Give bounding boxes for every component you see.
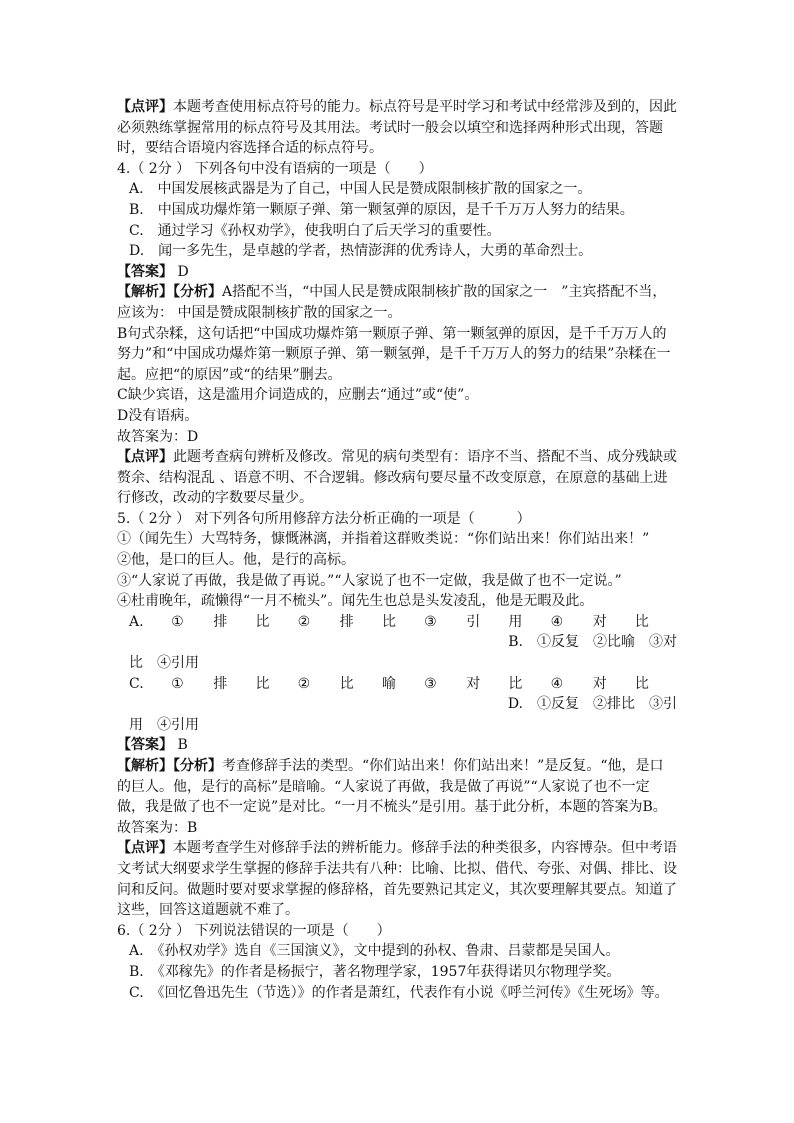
analysis-tag: 【解析】【分析】 bbox=[117, 284, 222, 301]
q4-option-d: D. 闻一多先生，是卓越的学者，热情澎湃的优秀诗人，大勇的革命烈士。 bbox=[129, 243, 593, 260]
option-token: 比 bbox=[634, 613, 649, 630]
option-token: ④ bbox=[550, 613, 564, 630]
q3-comment bbox=[117, 97, 677, 159]
q6-stem: 6.（ 2分 ） 下列说法错误的一项是（ ） bbox=[117, 922, 391, 939]
q5-option-a bbox=[117, 612, 677, 633]
analysis-tag: 【解析】【分析】 bbox=[117, 758, 222, 774]
q5-stem: 5.（ 2分 ） 对下列各句所用修辞方法分析正确的一项是（ ） bbox=[117, 510, 531, 527]
q5-option-b: B. ①反复 ②比喻 ③对 bbox=[508, 634, 677, 651]
q5-option-d: D. ①反复 ②排比 ③引 bbox=[507, 696, 677, 713]
option-token: 喻 bbox=[381, 675, 396, 692]
q4-analysis-b: B句式杂糅，这句话把“中国成功爆炸第一颗原子弹、第一颗氢弹的原因，是千千万万人的努力”和“中国成功爆炸第一颗原子弹、第一颗氢弹，是千千万万人的努力的结果”杂糅在一起。应把“的原因”或“的结果”删去。 bbox=[117, 325, 671, 383]
option-letter: C. bbox=[129, 675, 144, 692]
option-token: 排 bbox=[213, 613, 228, 630]
option-token: 排 bbox=[339, 613, 354, 630]
option-token: 比 bbox=[255, 613, 270, 630]
q5-answer bbox=[117, 735, 677, 756]
option-token: 排 bbox=[213, 675, 228, 692]
q4-analysis-d: D没有语病。 bbox=[117, 407, 199, 424]
answer-tag: 【答案】 bbox=[117, 737, 173, 754]
option-token: 引 bbox=[466, 613, 481, 630]
q5-comment bbox=[117, 838, 677, 920]
option-token: ① bbox=[171, 675, 184, 692]
option-token: ④ bbox=[550, 675, 564, 692]
q5-sentence-4: ④杜甫晚年，疏懒得“一月不梳头”。闻先生也总是头发凌乱，他是无暇及此。 bbox=[117, 593, 594, 610]
option-token: 对 bbox=[592, 613, 607, 630]
comment-text: 本题考查学生对修辞手法的辨析能力。修辞手法的种类很多，内容博杂。但中考语文考试大纲要求学生掌握的修辞手法共有八种：比喻、比拟、借代、夸张、对偶、排比、设问和反问。做题时要对要求掌握的修辞格，首先要熟记其定义，其次要理解其要点。知道了这些，回答这道题就不难了。 bbox=[117, 840, 677, 919]
comment-tag: 【点评】 bbox=[117, 99, 173, 115]
analysis-text: A搭配不当，“中国人民是赞成限制核扩散的国家之一 ”主宾搭配不当，应该为： 中国是赞成限制核扩散的国家之一。 bbox=[117, 284, 667, 321]
q6-option-c: C. 《回忆鲁迅先生（节选）》的作者是萧红，代表作有小说《呼兰河传》《生死场》等。 bbox=[129, 984, 669, 1001]
q5-sentence-3: ③“人家说了再做，我是做了再说。”“人家说了也不一定做，我是做了也不一定说。” bbox=[117, 572, 622, 589]
q4-option-c: C. 通过学习《孙权劝学》，使我明白了后天学习的重要性。 bbox=[129, 222, 501, 239]
option-token: ② bbox=[297, 675, 311, 692]
document-page bbox=[117, 97, 677, 1003]
q5-analysis bbox=[117, 756, 677, 818]
q4-comment bbox=[117, 447, 677, 509]
q5-option-c bbox=[117, 674, 677, 695]
comment-text: 本题考查使用标点符号的能力。标点符号是平时学习和考试中经常涉及到的，因此必须熟练掌握常用的标点符号及其用法。考试时一般会以填空和选择两种形式出现，答题时，要结合语境内容选择合适的标点符号。 bbox=[117, 99, 677, 157]
option-token: 比 bbox=[634, 675, 649, 692]
q6-option-a: A. 《孙权劝学》选自《三国演义》，文中提到的孙权、鲁肃、吕蒙都是吴国人。 bbox=[129, 943, 620, 960]
option-token: 对 bbox=[466, 675, 481, 692]
q5-sentence-1: ①（闻先生）大骂特务，慷慨淋漓，并指着这群败类说：“你们站出来！你们站出来！” bbox=[117, 531, 650, 548]
comment-tag: 【点评】 bbox=[117, 449, 173, 466]
option-token: ② bbox=[297, 613, 311, 630]
q5-final-answer: 故答案为：B bbox=[117, 819, 198, 836]
analysis-text: 考查修辞手法的类型。“你们站出来！你们站出来！”是反复。“他，是口的巨人。他，是行的高标”是暗喻。“人家说了再做，我是做了再说”“人家说了也不一定做，我是做了也不一定说”是对比。“一月不梳头”是引用。基于此分析，本题的答案为B。 bbox=[117, 758, 667, 816]
q5-option-a-tail: 比 ④引用 bbox=[129, 655, 199, 672]
option-token: ③ bbox=[424, 675, 437, 692]
q4-option-a: A. 中国发展核武器是为了自己，中国人民是赞成限制核扩散的国家之一。 bbox=[129, 181, 592, 198]
option-token: 比 bbox=[508, 675, 523, 692]
q4-option-b: B. 中国成功爆炸第一颗原子弹、第一颗氢弹的原因，是千千万万人努力的结果。 bbox=[129, 201, 634, 218]
option-token: 比 bbox=[381, 613, 396, 630]
option-token: ① bbox=[171, 613, 184, 630]
comment-text: 此题考查病句辨析及修改。常见的病句类型有：语序不当、搭配不当、成分残缺或赘余、结构混乱 、语意不明、不合逻辑。修改病句要尽量不改变原意，在原意的基础上进行修改，改动的字数要尽量少。 bbox=[117, 449, 677, 507]
q4-stem: 4.（ 2分 ） 下列各句中没有语病的一项是（ ） bbox=[117, 160, 433, 177]
option-letter: A. bbox=[129, 613, 144, 630]
option-token: 对 bbox=[592, 675, 607, 692]
q4-analysis-c: C缺少宾语，这是滥用介词造成的，应删去“通过”或“使”。 bbox=[117, 387, 479, 404]
option-token: 用 bbox=[508, 613, 523, 630]
q5-option-d-tail: 用 ④引用 bbox=[129, 716, 199, 733]
q6-option-b: B. 《邓稼先》的作者是杨振宁，著名物理学家，1957年获得诺贝尔物理学奖。 bbox=[129, 963, 621, 980]
answer-tag: 【答案】 bbox=[117, 263, 173, 280]
q4-answer bbox=[117, 262, 677, 283]
comment-tag: 【点评】 bbox=[117, 840, 173, 857]
q4-final-answer: 故答案为：D bbox=[117, 428, 199, 445]
answer-value: B bbox=[173, 737, 188, 754]
answer-value: D bbox=[173, 263, 189, 280]
q5-sentence-2: ②他，是口的巨人。他，是行的高标。 bbox=[117, 552, 355, 569]
option-token: 比 bbox=[339, 675, 354, 692]
option-token: 比 bbox=[255, 675, 270, 692]
q4-analysis bbox=[117, 282, 677, 323]
option-token: ③ bbox=[424, 613, 437, 630]
